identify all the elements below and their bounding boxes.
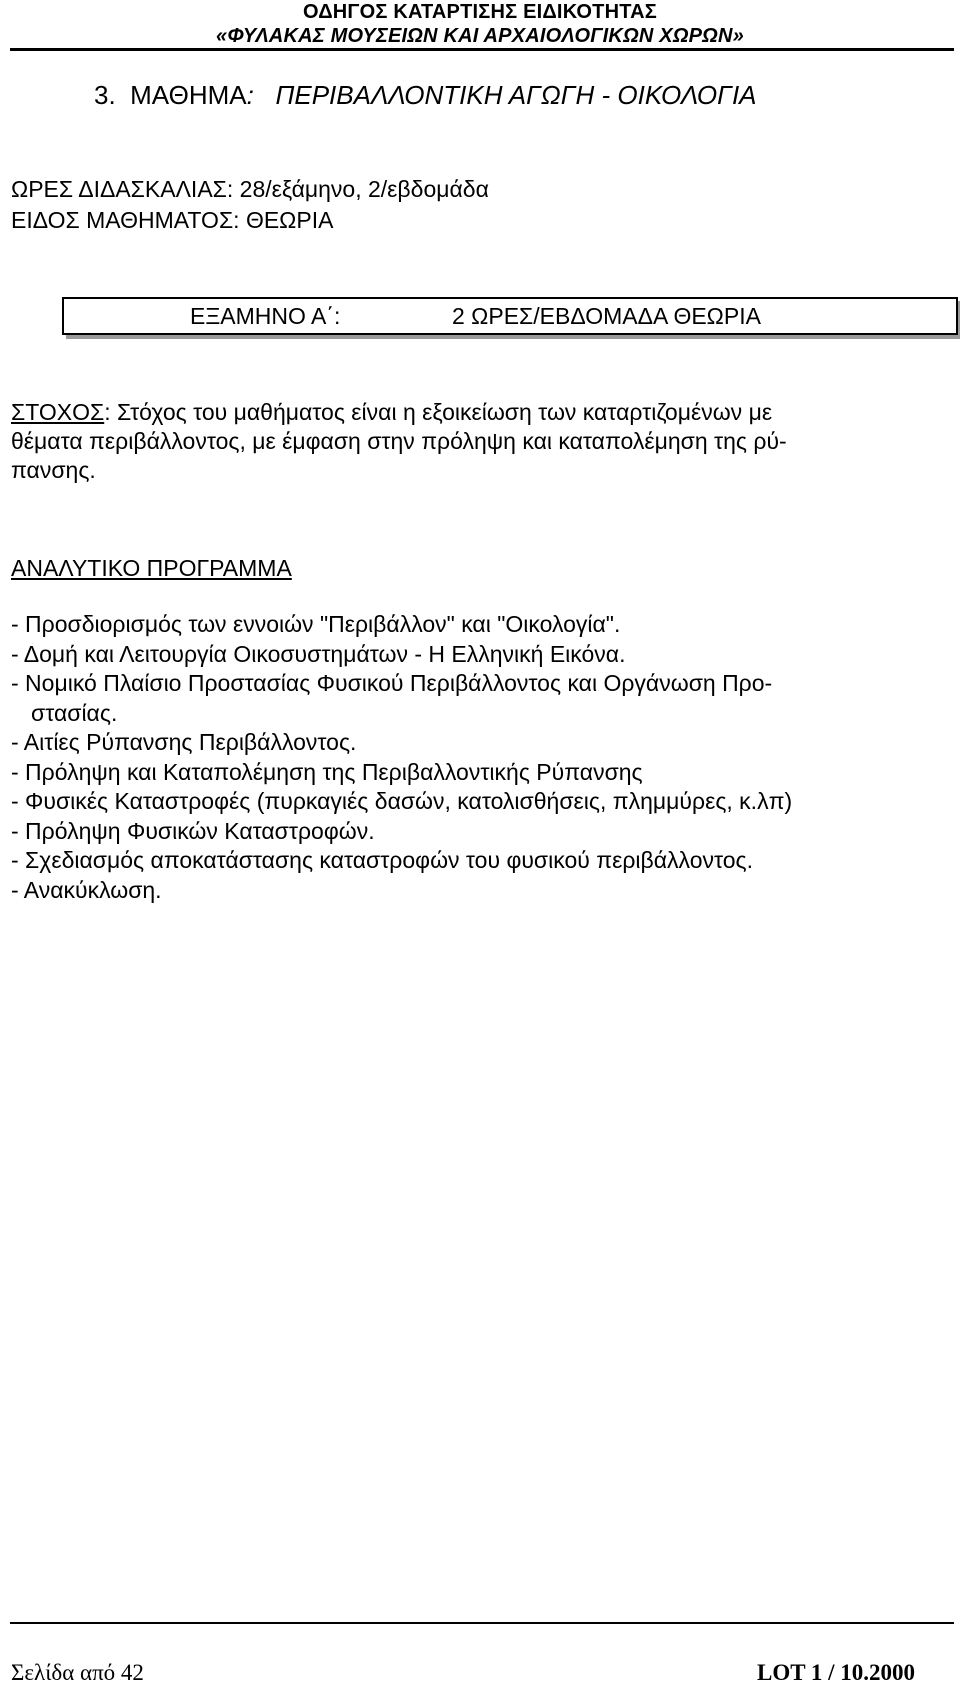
document-header-subtitle: «ΦΥΛΑΚΑΣ ΜΟΥΣΕΙΩΝ ΚΑΙ ΑΡΧΑΙΟΛΟΓΙΚΩΝ ΧΩΡΩΝ» bbox=[216, 25, 744, 47]
syllabus-heading: ΑΝΑΛΥΤΙΚΟ ΠΡΟΓΡΑΜΜΑ bbox=[11, 555, 292, 581]
semester-hours: 2 ΩΡΕΣ/ΕΒΔΟΜΑΔΑ ΘΕΩΡΙΑ bbox=[452, 303, 761, 329]
goal-text: : Στόχος του μαθήματος είναι η εξοικείωση των καταρτιζομένων με bbox=[104, 399, 773, 425]
header-rule bbox=[10, 48, 954, 51]
document-header-title: ΟΔΗΓΟΣ ΚΑΤΑΡΤΙΣΗΣ ΕΙΔΙΚΟΤΗΤΑΣ bbox=[302, 1, 658, 23]
course-name: ΠΕΡΙΒΑΛΛΟΝΤΙΚΗ ΑΓΩΓΗ - ΟΙΚΟΛΟΓΙΑ bbox=[275, 80, 757, 110]
goal-line: θέματα περιβάλλοντος, με έμφαση στην πρόληψη και καταπολέμηση της ρύ- bbox=[11, 428, 787, 454]
syllabus-item: - Πρόληψη Φυσικών Καταστροφών. bbox=[11, 817, 375, 844]
syllabus-item: - Φυσικές Καταστροφές (πυρκαγιές δασών, κατολισθήσεις, πλημμύρες, κ.λπ) bbox=[11, 788, 793, 814]
teaching-hours: ΩΡΕΣ ΔΙΔΑΣΚΑΛΙΑΣ: 28/εξάμηνο, 2/εβδομάδα bbox=[11, 176, 489, 202]
course-label: ΜΑΘΗΜΑ bbox=[130, 80, 247, 110]
course-type: ΕΙΔΟΣ ΜΑΘΗΜΑΤΟΣ: ΘΕΩΡΙΑ bbox=[11, 207, 334, 233]
syllabus-item: - Νομικό Πλαίσιο Προστασίας Φυσικού Περιβάλλοντος και Οργάνωση Προ- bbox=[11, 670, 773, 696]
document-code: LOT 1 / 10.2000 bbox=[757, 1660, 916, 1685]
syllabus-item: - Αιτίες Ρύπανσης Περιβάλλοντος. bbox=[11, 729, 357, 755]
syllabus-item: - Δομή και Λειτουργία Οικοσυστημάτων - Η Ελληνική Εικόνα. bbox=[11, 640, 626, 667]
footer-rule bbox=[10, 1622, 954, 1624]
page-number: Σελίδα από 42 bbox=[11, 1660, 144, 1685]
syllabus-item: - Προσδιορισμός των εννοιών "Περιβάλλον" και "Οικολογία". bbox=[11, 611, 621, 637]
syllabus-item: - Σχεδιασμός αποκατάστασης καταστροφών του φυσικού περιβάλλοντος. bbox=[11, 847, 754, 873]
syllabus-item: - Ανακύκλωση. bbox=[11, 876, 162, 903]
syllabus-item: - Πρόληψη και Καταπολέμηση της Περιβαλλοντικής Ρύπανσης bbox=[11, 758, 643, 785]
course-title bbox=[94, 78, 757, 112]
semester-label: ΕΞΑΜΗΝΟ Α΄: bbox=[190, 303, 341, 329]
syllabus-list bbox=[11, 610, 792, 905]
goal-line: πανσης. bbox=[11, 457, 96, 483]
goal-line bbox=[11, 398, 941, 427]
course-number: 3. bbox=[94, 80, 116, 110]
course-colon: : bbox=[246, 80, 254, 110]
goal-label: ΣΤΟΧΟΣ bbox=[11, 399, 105, 425]
syllabus-item-continuation: στασίας. bbox=[31, 699, 118, 726]
goal-paragraph bbox=[11, 398, 941, 485]
